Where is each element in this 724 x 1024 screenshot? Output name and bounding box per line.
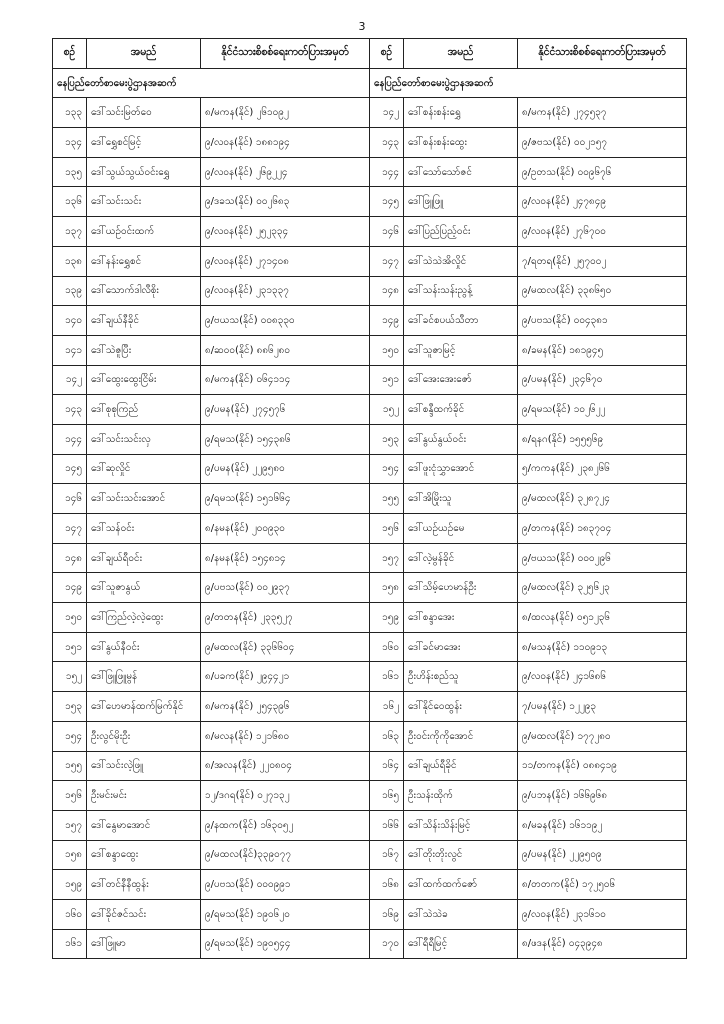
- header-name-left: အမည်: [87, 39, 201, 69]
- left-name-cell: ဒေါ်ချယ်ရီဝင်း: [87, 543, 201, 573]
- left-id-cell: ၈/နမန(နိုင်) ၂၀၀၉၃၀: [201, 514, 370, 544]
- left-id-cell: ၁၂/ဒဂရ(နိုင်) ၀၂၇၁၃၂: [201, 781, 370, 811]
- right-name-cell: ဦးသန်းထိုက်: [404, 781, 518, 811]
- table-row: [53, 424, 687, 454]
- right-id-cell: ၉/ရမသ(နိုင်) ၁၀၂၆၂၂: [518, 395, 687, 425]
- page-number: 3: [358, 20, 366, 33]
- right-serial-cell: ၁၄၅: [370, 187, 404, 217]
- left-serial-cell: ၁၄၇: [53, 514, 87, 544]
- table-row: [53, 840, 687, 870]
- left-name-cell: ဒေါ်နွယ်နီဝင်း: [87, 632, 201, 662]
- right-serial-cell: ၁၆၅: [370, 781, 404, 811]
- left-serial-cell: ၁၅၉: [53, 870, 87, 900]
- left-id-cell: ၈/မကန(နိုင်) ၂၆၁၀၉၂: [201, 98, 370, 128]
- left-name-cell: ဒေါ်သင်းသင်းအောင်: [87, 484, 201, 514]
- left-serial-cell: ၁၃၉: [53, 276, 87, 306]
- left-id-cell: ၉/လဝန(နိုင်) ၁၈၈၁၉၄: [201, 128, 370, 158]
- right-serial-cell: ၁၆၃: [370, 721, 404, 751]
- left-id-cell: ၉/ပဗသ(နိုင်) ၀၀၂၉၃၇: [201, 573, 370, 603]
- right-name-cell: ဒေါ်သော်သော်ဇင်: [404, 157, 518, 187]
- table-row: [53, 870, 687, 900]
- left-serial-cell: ၁၃၈: [53, 246, 87, 276]
- right-serial-cell: ၁၄၂: [370, 98, 404, 128]
- right-id-cell: ၉/လဝန(နိုင်) ၂၇၆၇၀၀: [518, 217, 687, 247]
- left-id-cell: ၉/လဝန(နိုင်) ၂၇၁၄၀၈: [201, 246, 370, 276]
- right-name-cell: ဒေါ်တိုးတိုးလွင်: [404, 840, 518, 870]
- right-id-cell: ၉/မထလ(နိုင်) ၃၂၅၆၂၃: [518, 573, 687, 603]
- right-id-cell: ၉/ဗယသ(နိုင်) ၀၀၀၂၉၆: [518, 543, 687, 573]
- right-serial-cell: ၁၄၄: [370, 157, 404, 187]
- left-name-cell: ဒေါ်သောက်ဒါလီစိုး: [87, 276, 201, 306]
- table-row: [53, 603, 687, 633]
- left-name-cell: ဒေါ်ရွှေစင်မြင့်: [87, 128, 201, 158]
- left-name-cell: ဒေါ်သဲဇူပြီး: [87, 335, 201, 365]
- left-name-cell: ဒေါ်သူဇာနွယ်: [87, 573, 201, 603]
- left-serial-cell: ၁၄၀: [53, 306, 87, 336]
- table-row: [53, 662, 687, 692]
- left-serial-cell: ၁၅၄: [53, 721, 87, 751]
- right-name-cell: ဒေါ်သဲသဲခ: [404, 899, 518, 929]
- left-id-cell: ၈/နမန(နိုင်) ၁၅၄၈၁၄: [201, 543, 370, 573]
- left-serial-cell: ၁၅၀: [53, 603, 87, 633]
- left-serial-cell: ၁၄၁: [53, 335, 87, 365]
- left-serial-cell: ၁၄၉: [53, 573, 87, 603]
- right-serial-cell: ၁၄၃: [370, 128, 404, 158]
- right-name-cell: ဒေါ်သူဇာမြင့်: [404, 335, 518, 365]
- left-serial-cell: ၁၅၅: [53, 751, 87, 781]
- left-name-cell: ဒေါ်စုစုကြည်: [87, 395, 201, 425]
- left-serial-cell: ၁၄၅: [53, 454, 87, 484]
- right-id-cell: ၈/ခမန(နိုင်) ၁၈၁၉၄၅: [518, 335, 687, 365]
- table-row: [53, 692, 687, 722]
- right-name-cell: ဒေါ်စန်းစန်းရွှေ: [404, 98, 518, 128]
- left-name-cell: ဒေါ်သင်းမြတ်ဝေ: [87, 98, 201, 128]
- table-row: [53, 395, 687, 425]
- left-serial-cell: ၁၃၅: [53, 157, 87, 187]
- right-name-cell: ဒေါ်သဲသဲအိလှိုင်: [404, 246, 518, 276]
- right-id-cell: ၉/မထလ(နိုင်) ၃၂၈၇၂၄: [518, 484, 687, 514]
- table-row: [53, 128, 687, 158]
- right-name-cell: ဒေါ်ယဉ်ယဉ်မေ: [404, 514, 518, 544]
- right-id-cell: ၉/လဝန(နိုင်) ၂၄၁၆၈၆: [518, 662, 687, 692]
- table-row: [53, 484, 687, 514]
- left-serial-cell: ၁၄၄: [53, 424, 87, 454]
- right-serial-cell: ၁၄၉: [370, 306, 404, 336]
- left-name-cell: ဒေါ်ခိုင်ဇင်သင်း: [87, 899, 201, 929]
- left-name-cell: ဒေါ်စန္ဒာထွေး: [87, 840, 201, 870]
- right-serial-cell: ၁၇၀: [370, 929, 404, 959]
- left-serial-cell: ၁၃၄: [53, 128, 87, 158]
- right-name-cell: ဦးဟိန်းစည်သူ: [404, 662, 518, 692]
- left-serial-cell: ၁၄၂: [53, 365, 87, 395]
- right-serial-cell: ၁၄၆: [370, 217, 404, 247]
- right-id-cell: ၇/ရတရ(နိုင်) ၂၅၇၀၀၂: [518, 246, 687, 276]
- left-id-cell: ၉/ဒခသ(နိုင်) ၀၀၂၆၈၃: [201, 187, 370, 217]
- table-row: [53, 217, 687, 247]
- header-serial-left: စဉ်: [53, 39, 87, 69]
- table-row: [53, 751, 687, 781]
- left-id-cell: ၉/ပဗသ(နိုင်) ၀၀၀၉၉၁: [201, 870, 370, 900]
- left-serial-cell: ၁၅၂: [53, 662, 87, 692]
- left-id-cell: ၈/မကန(နိုင်) ၀၆၄၁၁၄: [201, 365, 370, 395]
- right-id-cell: ၈/တတက(နိုင်) ၁၇၂၅၀၆: [518, 870, 687, 900]
- table-row: [53, 157, 687, 187]
- left-name-cell: ဒေါ်ကြည်လဲ့လဲ့ထွေး: [87, 603, 201, 633]
- right-name-cell: ဒေါ်သိမ့်ဟေမာန်ဦး: [404, 573, 518, 603]
- section-label-right: နေပြည်တော်စာမေးပွဲဌာနအဆက်: [370, 68, 687, 98]
- left-name-cell: ဒေါ်သွယ်သွယ်ဝင်းရွှေ: [87, 157, 201, 187]
- candidate-table: [52, 38, 687, 959]
- table-row: [53, 899, 687, 929]
- left-name-cell: ဒေါ်နွေမာအောင်: [87, 810, 201, 840]
- right-name-cell: ဒေါ်စန္ဒာအေး: [404, 603, 518, 633]
- right-serial-cell: ၁၅၅: [370, 484, 404, 514]
- right-id-cell: ၈/မကန(နိုင်) ၂၇၄၅၃၇: [518, 98, 687, 128]
- left-name-cell: ဒေါ်ဖြူဖြူမွန်: [87, 662, 201, 692]
- left-name-cell: ဒေါ်ဖြူမာ: [87, 929, 201, 959]
- left-serial-cell: ၁၆၀: [53, 899, 87, 929]
- left-name-cell: ဒေါ်ချယ်နီခိုင်: [87, 306, 201, 336]
- left-serial-cell: ၁၄၆: [53, 484, 87, 514]
- right-id-cell: ၉/ပဘန(နိုင်) ၁၆၆၉၆၈: [518, 781, 687, 811]
- table-row: [53, 276, 687, 306]
- right-id-cell: ၉/ပမန(နိုင်) ၂၂၉၅၀၉: [518, 840, 687, 870]
- right-serial-cell: ၁၅၇: [370, 543, 404, 573]
- left-name-cell: ဒေါ်တင်နီနီထွန်း: [87, 870, 201, 900]
- left-name-cell: ဒေါ်သင်းသင်း: [87, 187, 201, 217]
- left-id-cell: ၉/မထလ(နိုင်)၃၃၉၀၇၇: [201, 840, 370, 870]
- right-id-cell: ၈/မသန(နိုင်) ၁၁၀၉၁၃: [518, 632, 687, 662]
- right-name-cell: ဒေါ်နွယ်နွယ်ဝင်း: [404, 424, 518, 454]
- left-id-cell: ၉/မထလ(နိုင်) ၃၃၆၆၀၄: [201, 632, 370, 662]
- table-row: [53, 98, 687, 128]
- right-name-cell: ဒေါ်ဖူးငုံသွှာအောင်: [404, 454, 518, 484]
- right-name-cell: ဒေါ်ပြည်ပြည့်ဝင်း: [404, 217, 518, 247]
- right-serial-cell: ၁၅၉: [370, 603, 404, 633]
- right-serial-cell: ၁၄၈: [370, 276, 404, 306]
- header-id-right: နိုင်ငံသားစိစစ်ရေးကတ်ပြားအမှတ်: [518, 39, 687, 69]
- left-id-cell: ၉/ရမသ(နိုင်) ၁၅၁၆၆၄: [201, 484, 370, 514]
- right-name-cell: ဒေါ်နိုင်ဝေထွန်း: [404, 692, 518, 722]
- left-id-cell: ၈/မလန(နိုင်) ၁၂၁၆၈၀: [201, 721, 370, 751]
- right-id-cell: ၉/မထလ(နိုင်) ၁၇၇၂၈၀: [518, 721, 687, 751]
- right-serial-cell: ၁၅၃: [370, 424, 404, 454]
- left-name-cell: ဒေါ်နန်းရွှေစင်: [87, 246, 201, 276]
- table-row: [53, 454, 687, 484]
- right-serial-cell: ၁၆၆: [370, 810, 404, 840]
- left-serial-cell: ၁၄၃: [53, 395, 87, 425]
- right-serial-cell: ၁၆၈: [370, 870, 404, 900]
- right-serial-cell: ၁၅၀: [370, 335, 404, 365]
- right-name-cell: ဒေါ်လဲ့မွန်ခိုင်: [404, 543, 518, 573]
- left-name-cell: ဒေါ်ထွေးထွေးငြိမ်း: [87, 365, 201, 395]
- right-serial-cell: ၁၆၄: [370, 751, 404, 781]
- left-serial-cell: ၁၆၁: [53, 929, 87, 959]
- right-serial-cell: ၁၆၁: [370, 662, 404, 692]
- table-row: [53, 632, 687, 662]
- table-row: [53, 721, 687, 751]
- right-id-cell: ၉/ပဗသ(နိုင်) ၀၀၄၃၈၁: [518, 306, 687, 336]
- table-row: [53, 573, 687, 603]
- left-id-cell: ၉/ရမသ(နိုင်) ၁၅၄၃၈၆: [201, 424, 370, 454]
- right-serial-cell: ၁၅၁: [370, 365, 404, 395]
- right-id-cell: ၉/ပမန(နိုင်) ၂၃၄၆၇၀: [518, 365, 687, 395]
- table-row: [53, 187, 687, 217]
- left-serial-cell: ၁၃၆: [53, 187, 87, 217]
- header-name-right: အမည်: [404, 39, 518, 69]
- right-id-cell: ၈/ရနဂ(နိုင်) ၁၅၅၅၆၉: [518, 424, 687, 454]
- table-row: [53, 514, 687, 544]
- left-serial-cell: ၁၅၈: [53, 840, 87, 870]
- right-name-cell: ဒေါ်သန်းသန်းညွန့်: [404, 276, 518, 306]
- right-id-cell: ၈/ဖဒန(နိုင်) ၀၄၃၉၄၈: [518, 929, 687, 959]
- right-id-cell: ၉/မထလ(နိုင်) ၃၃၈၆၅၀: [518, 276, 687, 306]
- right-name-cell: ဦးဝင်းကိုကိုအောင်: [404, 721, 518, 751]
- left-id-cell: ၈/ဆဝဝ(နိုင်) ၈၈၆၂၈၀: [201, 335, 370, 365]
- right-id-cell: ၉/ဥတသ(နိုင်) ၀၀၉၆၇၆: [518, 157, 687, 187]
- section-label-left: နေပြည်တော်စာမေးပွဲဌာနအဆက်: [53, 68, 370, 98]
- left-name-cell: ဒေါ်သင်းလဲ့ဖြူ: [87, 751, 201, 781]
- right-id-cell: ၅/ကကန(နိုင်) ၂၃၈၂၆၆: [518, 454, 687, 484]
- left-name-cell: ဒေါ်သန်ဝင်း: [87, 514, 201, 544]
- table-row: [53, 929, 687, 959]
- left-name-cell: ဒေါ်သင်းသင်းလှ: [87, 424, 201, 454]
- left-name-cell: ဦးမင်းမင်း: [87, 781, 201, 811]
- left-id-cell: ၉/လဝန(နိုင်) ၂၆၉၂၂၄: [201, 157, 370, 187]
- left-id-cell: ၈/ပခက(နိုင်) ၂၉၄၄၂၁: [201, 662, 370, 692]
- left-serial-cell: ၁၃၃: [53, 98, 87, 128]
- left-id-cell: ၉/ရမသ(နိုင်) ၁၉၀၅၄၄: [201, 929, 370, 959]
- left-id-cell: ၉/ပမန(နိုင်) ၂၇၄၅၇၆: [201, 395, 370, 425]
- left-serial-cell: ၁၅၆: [53, 781, 87, 811]
- section-row: [53, 68, 687, 98]
- left-id-cell: ၉/တတန(နိုင်) ၂၃၃၅၂၇: [201, 603, 370, 633]
- table-row: [53, 246, 687, 276]
- left-serial-cell: ၁၃၇: [53, 217, 87, 247]
- left-id-cell: ၉/လဝန(နိုင်) ၂၅၂၃၃၄: [201, 217, 370, 247]
- right-id-cell: ၉/လဝန(နိုင်) ၂၄၇၈၄၉: [518, 187, 687, 217]
- left-id-cell: ၈/မကန(နိုင်) ၂၅၄၃၉၆: [201, 692, 370, 722]
- right-name-cell: ဒေါ်ခင်စပယ်သီတာ: [404, 306, 518, 336]
- left-id-cell: ၈/အလန(နိုင်) ၂၂၀၈၀၄: [201, 751, 370, 781]
- left-name-cell: ဒေါ်ယဉ်ဝင်းထက်: [87, 217, 201, 247]
- right-name-cell: ဒေါ်ရီရီမြင့်: [404, 929, 518, 959]
- right-serial-cell: ၁၆၇: [370, 840, 404, 870]
- right-name-cell: ဒေါ်ချယ်ရီခိုင်: [404, 751, 518, 781]
- left-id-cell: ၉/နထက(နိုင်) ၁၆၃၀၅၂: [201, 810, 370, 840]
- table-row: [53, 810, 687, 840]
- right-id-cell: ၉/တကန(နိုင်) ၁၈၃၇၀၄: [518, 514, 687, 544]
- left-id-cell: ၉/ဗယသ(နိုင်) ၀၀၈၃၃၀: [201, 306, 370, 336]
- right-serial-cell: ၁၆၂: [370, 692, 404, 722]
- right-name-cell: ဒေါ်စန္ဒီထက်ခိုင်: [404, 395, 518, 425]
- right-name-cell: ဒေါ်သိန်းသိန်းမြင့်: [404, 810, 518, 840]
- right-id-cell: ၉/ဇဗသ(နိုင်) ၀၀၂၁၅၇: [518, 128, 687, 158]
- right-name-cell: ဒေါ်ထက်ထက်ဇော်: [404, 870, 518, 900]
- right-serial-cell: ၁၅၈: [370, 573, 404, 603]
- left-id-cell: ၉/လဝန(နိုင်) ၂၃၁၃၃၇: [201, 276, 370, 306]
- right-name-cell: ဒေါ်အေးအေးဇော်: [404, 365, 518, 395]
- left-id-cell: ၉/ရမသ(နိုင်) ၁၉၀၆၂၀: [201, 899, 370, 929]
- left-name-cell: ဦးလွင်မိုးဦး: [87, 721, 201, 751]
- right-serial-cell: ၁၄၇: [370, 246, 404, 276]
- left-name-cell: ဒေါ်ဆုလှိုင်: [87, 454, 201, 484]
- table-row: [53, 781, 687, 811]
- left-serial-cell: ၁၅၃: [53, 692, 87, 722]
- table-header-row: [53, 39, 687, 69]
- header-serial-right: စဉ်: [370, 39, 404, 69]
- table-row: [53, 306, 687, 336]
- left-serial-cell: ၁၅၁: [53, 632, 87, 662]
- right-id-cell: ၈/မခန(နိုင်) ၁၆၁၁၉၂: [518, 810, 687, 840]
- right-id-cell: ၁၁/တကန(နိုင်) ၀၈၈၄၁၉: [518, 751, 687, 781]
- right-serial-cell: ၁၅၂: [370, 395, 404, 425]
- right-name-cell: ဒေါ်စန်းစန်းထွေး: [404, 128, 518, 158]
- table-row: [53, 335, 687, 365]
- left-serial-cell: ၁၅၇: [53, 810, 87, 840]
- right-id-cell: ၈/ထလန(နိုင်) ၀၅၁၂၃၆: [518, 603, 687, 633]
- table-row: [53, 543, 687, 573]
- right-id-cell: ၉/လဝန(နိုင်) ၂၃၁၆၁၀: [518, 899, 687, 929]
- right-serial-cell: ၁၆၀: [370, 632, 404, 662]
- table-row: [53, 365, 687, 395]
- left-serial-cell: ၁၄၈: [53, 543, 87, 573]
- right-serial-cell: ၁၅၄: [370, 454, 404, 484]
- right-name-cell: ဒေါ်အိမြိုးသူ: [404, 484, 518, 514]
- header-id-left: နိုင်ငံသားစိစစ်ရေးကတ်ပြားအမှတ်: [201, 39, 370, 69]
- right-serial-cell: ၁၆၉: [370, 899, 404, 929]
- right-name-cell: ဒေါ်ဖြူဖြူ: [404, 187, 518, 217]
- left-id-cell: ၉/ပမန(နိုင်) ၂၂၉၅၈၀: [201, 454, 370, 484]
- right-serial-cell: ၁၅၆: [370, 514, 404, 544]
- left-name-cell: ဒေါ်ဟေမာန်ထက်မြက်နိုင်: [87, 692, 201, 722]
- right-name-cell: ဒေါ်ခင်မာအေး: [404, 632, 518, 662]
- right-id-cell: ၇/ပမန(နိုင်) ၁၂၂၉၃: [518, 692, 687, 722]
